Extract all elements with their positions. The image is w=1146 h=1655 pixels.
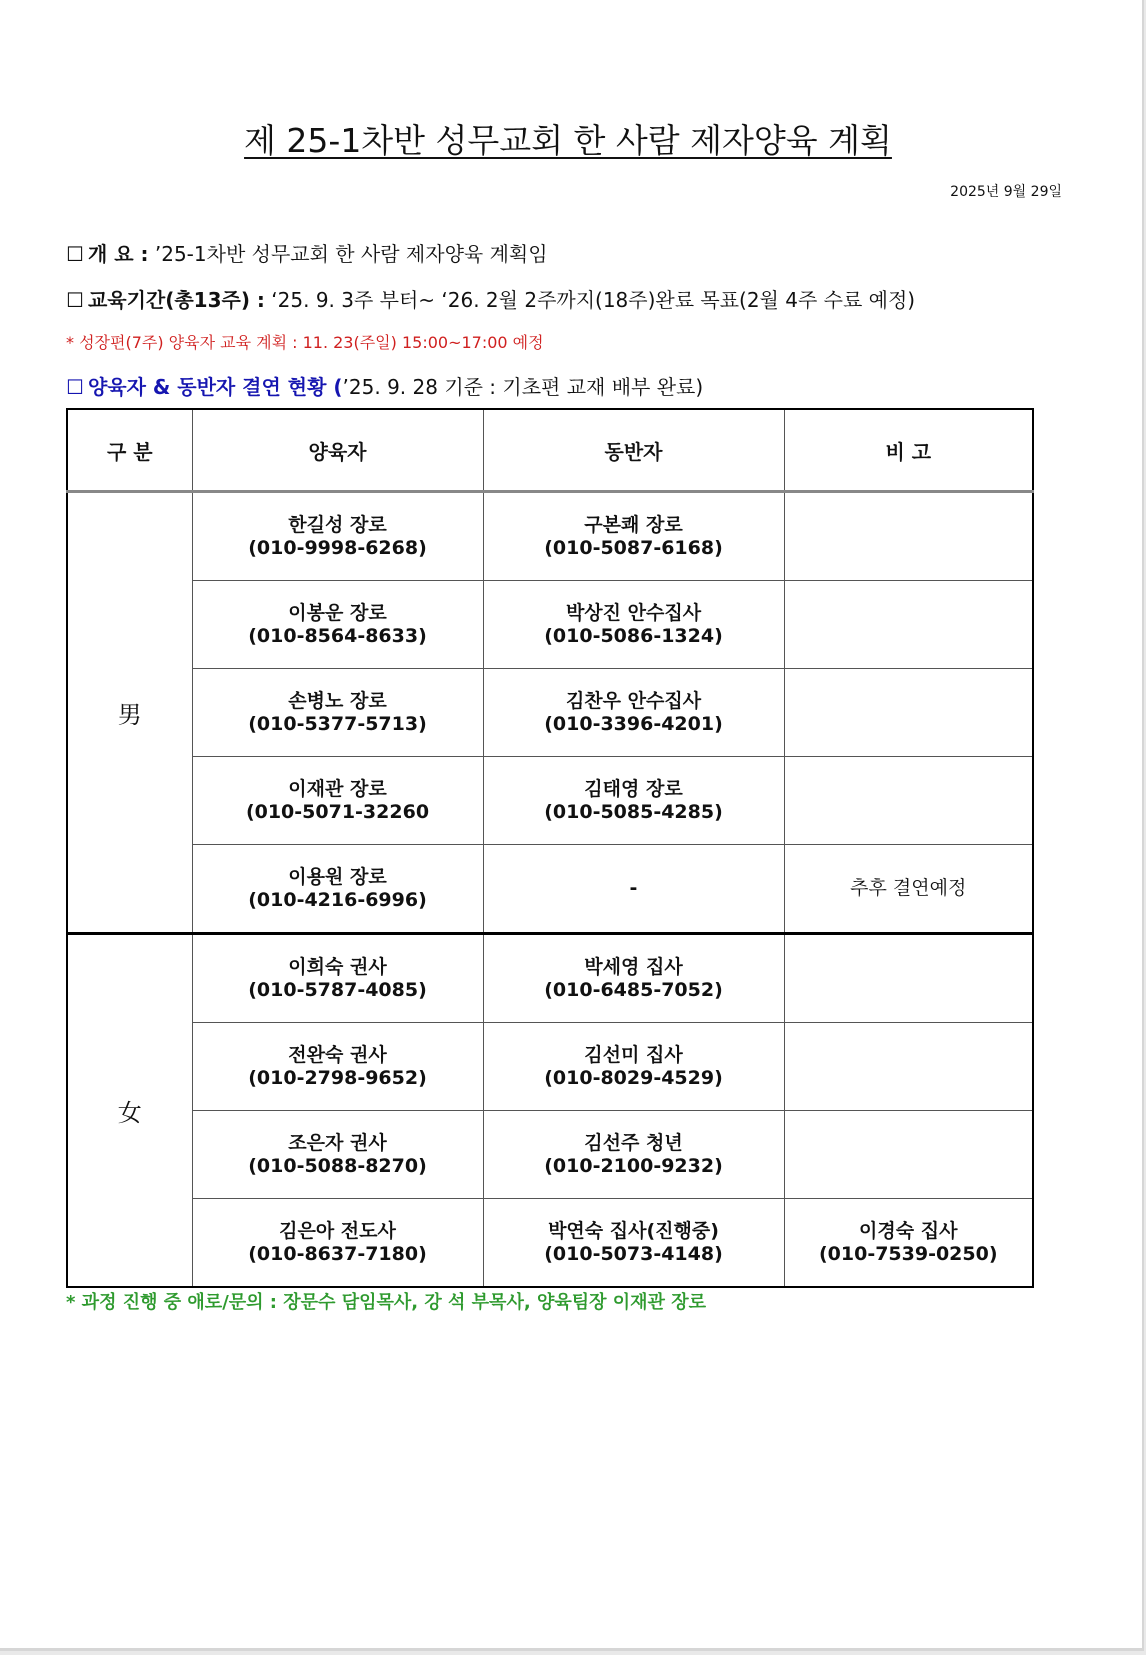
mentor-name: 이봉운 장로	[288, 601, 387, 624]
mentor-cell	[192, 1199, 483, 1288]
note-cell	[784, 934, 1033, 1023]
partner-cell	[483, 581, 784, 669]
partner-name: -	[629, 877, 638, 899]
header-mentor: 양육자	[192, 409, 483, 492]
mentor-cell	[192, 845, 483, 934]
mentor-phone: (010-8564-8633)	[248, 624, 427, 647]
table-header-row	[67, 409, 1033, 492]
header-partner: 동반자	[483, 409, 784, 492]
partner-cell	[483, 1023, 784, 1111]
mentor-name: 이용원 장로	[288, 865, 387, 888]
mentor-phone: (010-5787-4085)	[248, 978, 427, 1001]
partner-phone: (010-3396-4201)	[544, 712, 723, 735]
partner-phone: (010-5085-4285)	[544, 800, 723, 823]
mentor-name: 이희숙 권사	[288, 955, 387, 978]
checkbox-icon: ☐	[66, 242, 84, 266]
partner-name: 김선주 청년	[584, 1131, 683, 1154]
partner-name: 박세영 집사	[584, 955, 683, 978]
mentor-cell	[192, 757, 483, 845]
period-line	[66, 284, 915, 313]
partner-phone: (010-5087-6168)	[544, 536, 723, 559]
table-row	[67, 581, 1033, 669]
table-row	[67, 934, 1033, 1023]
note-cell	[784, 669, 1033, 757]
partner-cell	[483, 757, 784, 845]
overview-line	[66, 238, 548, 267]
status-text: ’25. 9. 28 기준 : 기초편 교재 배부 완료)	[342, 375, 704, 399]
table-row	[67, 845, 1033, 934]
contact-footer: * 과정 진행 중 애로/문의 : 장문수 담임목사, 강 석 부목사, 양육팀장 이재관 장로	[66, 1292, 706, 1313]
mentor-phone: (010-5377-5713)	[248, 712, 427, 735]
partner-cell	[483, 492, 784, 581]
mentor-name: 김은아 전도사	[279, 1219, 396, 1242]
note-cell	[784, 1023, 1033, 1111]
mentor-cell	[192, 1023, 483, 1111]
group-label-female: 女	[67, 934, 192, 1288]
mentor-cell	[192, 492, 483, 581]
mentor-name: 이재관 장로	[288, 777, 387, 800]
note-cell	[784, 1111, 1033, 1199]
note-cell	[784, 757, 1033, 845]
partner-cell	[483, 934, 784, 1023]
status-label: 양육자 & 동반자 결연 현황 (	[87, 375, 343, 399]
mentor-phone: (010-8637-7180)	[248, 1242, 427, 1265]
partner-cell	[483, 1111, 784, 1199]
partner-phone: (010-8029-4529)	[544, 1066, 723, 1089]
table-row	[67, 669, 1033, 757]
partner-name: 박상진 안수집사	[565, 601, 702, 624]
note-cell	[784, 581, 1033, 669]
mentor-phone: (010-5071-32260	[245, 800, 430, 823]
note-cell	[784, 492, 1033, 581]
status-line	[66, 371, 703, 400]
partner-cell	[483, 845, 784, 934]
partner-name: 박연숙 집사(진행중)	[548, 1219, 719, 1242]
partner-phone: (010-5073-4148)	[544, 1242, 723, 1265]
overview-label: 개 요 :	[87, 242, 149, 266]
checkbox-icon: ☐	[66, 375, 84, 399]
mentor-cell	[192, 934, 483, 1023]
mentor-phone: (010-5088-8270)	[248, 1154, 427, 1177]
training-notice: * 성장편(7주) 양육자 교육 계획 : 11. 23(주일) 15:00~17:00 예정	[66, 333, 544, 352]
partner-name: 구본쾌 장로	[584, 513, 683, 536]
mentor-cell	[192, 581, 483, 669]
overview-text: ’25-1차반 성무교회 한 사람 제자양육 계획임	[154, 242, 548, 266]
table-row	[67, 1023, 1033, 1111]
partner-cell	[483, 669, 784, 757]
mentor-phone: (010-9998-6268)	[248, 536, 427, 559]
period-label: 교육기간(총13주) :	[87, 288, 265, 312]
checkbox-icon: ☐	[66, 288, 84, 312]
note-cell	[784, 845, 1033, 934]
partner-phone: (010-2100-9232)	[544, 1154, 723, 1177]
period-text: ‘25. 9. 3주 부터~ ‘26. 2월 2주까지(18주)완료 목표(2월 4주 수료 예정)	[271, 288, 916, 312]
table-row	[67, 757, 1033, 845]
document-title: 제 25-1차반 성무교회 한 사람 제자양육 계획	[244, 121, 892, 160]
mentor-name: 손병노 장로	[288, 689, 387, 712]
mentor-cell	[192, 669, 483, 757]
note-text: 추후 결연예정	[850, 877, 967, 899]
header-category: 구 분	[67, 409, 192, 492]
partner-phone: (010-5086-1324)	[544, 624, 723, 647]
mentor-name: 전완숙 권사	[288, 1043, 387, 1066]
pairing-table	[66, 408, 1034, 1288]
table-row	[67, 492, 1033, 581]
note-text: 이경숙 집사	[859, 1219, 958, 1242]
mentor-cell	[192, 1111, 483, 1199]
partner-name: 김태영 장로	[584, 777, 683, 800]
mentor-name: 조은자 권사	[288, 1131, 387, 1154]
header-note: 비 고	[784, 409, 1033, 492]
mentor-name: 한길성 장로	[288, 513, 387, 536]
mentor-phone: (010-4216-6996)	[248, 888, 427, 911]
group-label-male: 男	[67, 492, 192, 934]
note-cell	[784, 1199, 1033, 1288]
table-row	[67, 1111, 1033, 1199]
partner-phone: (010-6485-7052)	[544, 978, 723, 1001]
document-date: 2025년 9월 29일	[950, 184, 1062, 200]
partner-cell	[483, 1199, 784, 1288]
partner-name: 김찬우 안수집사	[565, 689, 702, 712]
mentor-phone: (010-2798-9652)	[248, 1066, 427, 1089]
note-phone: (010-7539-0250)	[818, 1242, 998, 1265]
partner-name: 김선미 집사	[584, 1043, 683, 1066]
table-row	[67, 1199, 1033, 1288]
